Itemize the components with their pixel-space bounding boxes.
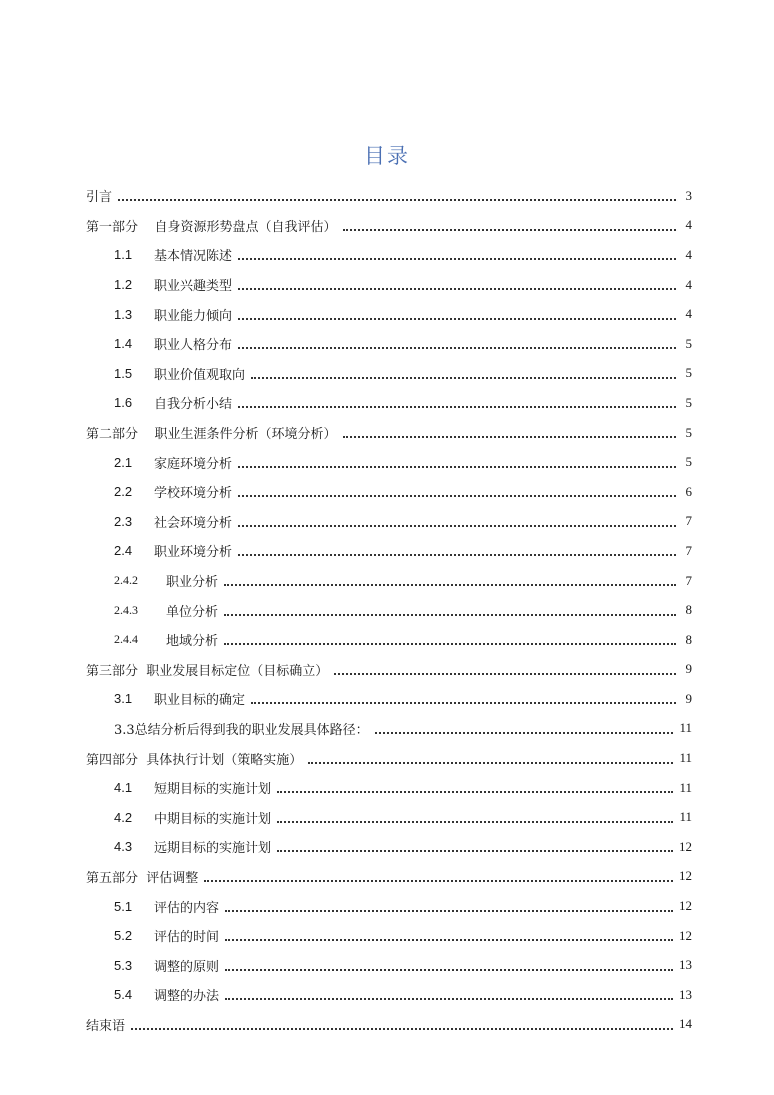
dot-leader <box>251 701 676 704</box>
toc-entry[interactable] <box>86 802 692 832</box>
toc-entry-page: 13 <box>679 957 692 973</box>
toc-entry-page: 8 <box>685 631 692 647</box>
toc-entry-label: 家庭环境分析 <box>154 456 233 472</box>
toc-entry-page: 12 <box>679 868 692 884</box>
toc-title: 目录 <box>364 144 410 168</box>
toc-entry-page: 9 <box>685 661 692 677</box>
toc-entry-label: 基本情况陈述 <box>154 249 233 265</box>
toc-entry-page: 4 <box>685 217 692 233</box>
dot-leader <box>308 761 673 764</box>
dot-leader <box>277 820 673 823</box>
toc-entry-label: 职业目标的确定 <box>154 693 246 709</box>
toc-entry[interactable] <box>86 980 692 1010</box>
dot-leader <box>224 642 676 645</box>
dot-leader <box>204 879 673 882</box>
dot-leader <box>225 938 673 941</box>
toc-entry[interactable] <box>86 329 692 359</box>
toc-entry-number: 5.3 <box>114 957 133 973</box>
toc-entry-page: 13 <box>679 986 692 1002</box>
toc-entry[interactable] <box>86 477 692 507</box>
dot-leader <box>131 1027 673 1030</box>
toc-entry-number: 5.1 <box>114 898 133 914</box>
toc-entry-number: 1.5 <box>114 365 133 381</box>
toc-entry-number: 5.4 <box>114 987 133 1003</box>
toc-entry-page: 5 <box>685 394 692 410</box>
toc-entry[interactable] <box>86 921 692 951</box>
toc-entry[interactable] <box>86 595 692 625</box>
toc-entry-label: 短期目标的实施计划 <box>154 782 272 798</box>
toc-entry-page: 9 <box>685 690 692 706</box>
toc-entry[interactable] <box>86 743 692 773</box>
toc-entry-number: 1.6 <box>114 395 133 411</box>
toc-entry-label: 调整的原则 <box>154 959 220 975</box>
toc-entry-page: 5 <box>685 365 692 381</box>
toc-entry-label: 第二部分 职业生涯条件分析（环境分析） <box>86 427 337 443</box>
toc-entry-page: 7 <box>685 572 692 588</box>
toc-entry-page: 3 <box>685 187 692 203</box>
toc-entry-label: 中期目标的实施计划 <box>154 811 272 827</box>
toc-entry-page: 7 <box>685 542 692 558</box>
dot-leader <box>225 968 673 971</box>
dot-leader <box>225 997 673 1000</box>
toc-entry[interactable] <box>86 891 692 921</box>
toc-entry-page: 12 <box>679 838 692 854</box>
toc-entry[interactable] <box>86 507 692 537</box>
toc-entry-page: 11 <box>679 779 692 795</box>
toc-entry[interactable] <box>86 181 692 211</box>
table-of-contents <box>86 181 692 1039</box>
toc-entry-label: 社会环境分析 <box>154 515 233 531</box>
dot-leader <box>224 583 676 586</box>
toc-entry-page: 12 <box>679 898 692 914</box>
toc-entry-label: 职业能力倾向 <box>154 308 233 324</box>
toc-entry-label: 职业价值观取向 <box>154 367 246 383</box>
toc-entry-page: 4 <box>685 306 692 322</box>
toc-entry-label: 职业兴趣类型 <box>154 279 233 295</box>
toc-entry-page: 11 <box>679 720 692 736</box>
dot-leader <box>238 317 676 320</box>
toc-entry-label: 3.3总结分析后得到我的职业发展具体路径： <box>114 722 369 738</box>
dot-leader <box>238 346 676 349</box>
toc-entry-number: 4.2 <box>114 809 133 825</box>
toc-entry[interactable] <box>86 684 692 714</box>
toc-entry[interactable] <box>86 625 692 655</box>
dot-leader <box>334 672 676 675</box>
toc-entry-label: 职业人格分布 <box>154 338 233 354</box>
toc-entry-page: 6 <box>685 483 692 499</box>
dot-leader <box>277 790 673 793</box>
toc-entry-label: 学校环境分析 <box>154 486 233 502</box>
toc-entry-number: 2.2 <box>114 484 133 500</box>
toc-entry-page: 5 <box>685 454 692 470</box>
toc-entry[interactable] <box>86 832 692 862</box>
toc-entry-label: 引言 <box>86 190 113 206</box>
toc-entry[interactable] <box>86 566 692 596</box>
dot-leader <box>238 257 676 260</box>
dot-leader <box>251 376 676 379</box>
dot-leader <box>118 198 676 201</box>
toc-entry-number: 1.4 <box>114 336 133 352</box>
toc-entry[interactable] <box>86 773 692 803</box>
toc-entry-label: 评估的时间 <box>154 930 220 946</box>
toc-entry[interactable] <box>86 447 692 477</box>
toc-entry-number: 3.1 <box>114 691 133 707</box>
toc-entry-number: 4.1 <box>114 780 133 796</box>
toc-entry-number: 4.3 <box>114 839 133 855</box>
toc-entry-page: 7 <box>685 513 692 529</box>
toc-entry[interactable] <box>86 418 692 448</box>
toc-entry-label: 第四部分 具体执行计划（策略实施） <box>86 752 303 768</box>
dot-leader <box>238 553 676 556</box>
toc-entry-page: 4 <box>685 276 692 292</box>
toc-entry-page: 8 <box>685 602 692 618</box>
toc-entry-page: 11 <box>679 809 692 825</box>
toc-entry-label: 第一部分 自身资源形势盘点（自我评估） <box>86 219 337 235</box>
toc-entry-label: 自我分析小结 <box>154 397 233 413</box>
toc-entry-page: 11 <box>679 750 692 766</box>
toc-entry-number: 2.4.3 <box>114 602 138 617</box>
toc-entry-number: 2.4.4 <box>114 632 138 647</box>
dot-leader <box>225 909 673 912</box>
toc-entry[interactable] <box>86 299 692 329</box>
dot-leader <box>238 465 676 468</box>
toc-entry-number: 1.3 <box>114 306 133 322</box>
toc-entry-label: 第三部分 职业发展目标定位（目标确立） <box>86 663 329 679</box>
dot-leader <box>375 731 674 734</box>
toc-entry[interactable] <box>86 388 692 418</box>
toc-entry-page: 4 <box>685 246 692 262</box>
dot-leader <box>238 494 676 497</box>
toc-entry-page: 5 <box>685 335 692 351</box>
dot-leader <box>224 613 676 616</box>
toc-entry-number: 2.4 <box>114 543 133 559</box>
toc-entry-label: 职业分析 <box>166 575 219 591</box>
toc-entry-label: 评估的内容 <box>154 900 220 916</box>
toc-entry-page: 14 <box>679 1016 692 1032</box>
toc-entry[interactable] <box>86 211 692 241</box>
toc-entry-number: 2.1 <box>114 454 133 470</box>
toc-entry-number: 5.2 <box>114 928 133 944</box>
toc-entry[interactable] <box>86 714 692 744</box>
toc-entry-label: 单位分析 <box>166 604 219 620</box>
toc-entry-label: 调整的办法 <box>154 989 220 1005</box>
toc-entry[interactable] <box>86 536 692 566</box>
toc-entry-number: 2.4.2 <box>114 573 138 588</box>
dot-leader <box>343 435 676 438</box>
toc-entry-label: 职业环境分析 <box>154 545 233 561</box>
toc-entry[interactable] <box>86 240 692 270</box>
toc-entry-number: 2.3 <box>114 513 133 529</box>
toc-entry-page: 5 <box>685 424 692 440</box>
toc-entry-label: 第五部分 评估调整 <box>86 870 199 886</box>
dot-leader <box>238 524 676 527</box>
toc-entry-label: 地域分析 <box>166 634 219 650</box>
toc-entry[interactable] <box>86 950 692 980</box>
toc-entry-number: 1.1 <box>114 247 133 263</box>
toc-entry[interactable] <box>86 655 692 685</box>
toc-entry-number: 1.2 <box>114 277 133 293</box>
toc-entry[interactable] <box>86 1010 692 1040</box>
toc-entry[interactable] <box>86 359 692 389</box>
dot-leader <box>277 849 673 852</box>
toc-entry[interactable] <box>86 862 692 892</box>
toc-entry-label: 远期目标的实施计划 <box>154 841 272 857</box>
dot-leader <box>343 228 676 231</box>
dot-leader <box>238 405 676 408</box>
dot-leader <box>238 287 676 290</box>
toc-entry[interactable] <box>86 270 692 300</box>
toc-entry-page: 12 <box>679 927 692 943</box>
toc-entry-label: 结束语 <box>86 1018 126 1034</box>
